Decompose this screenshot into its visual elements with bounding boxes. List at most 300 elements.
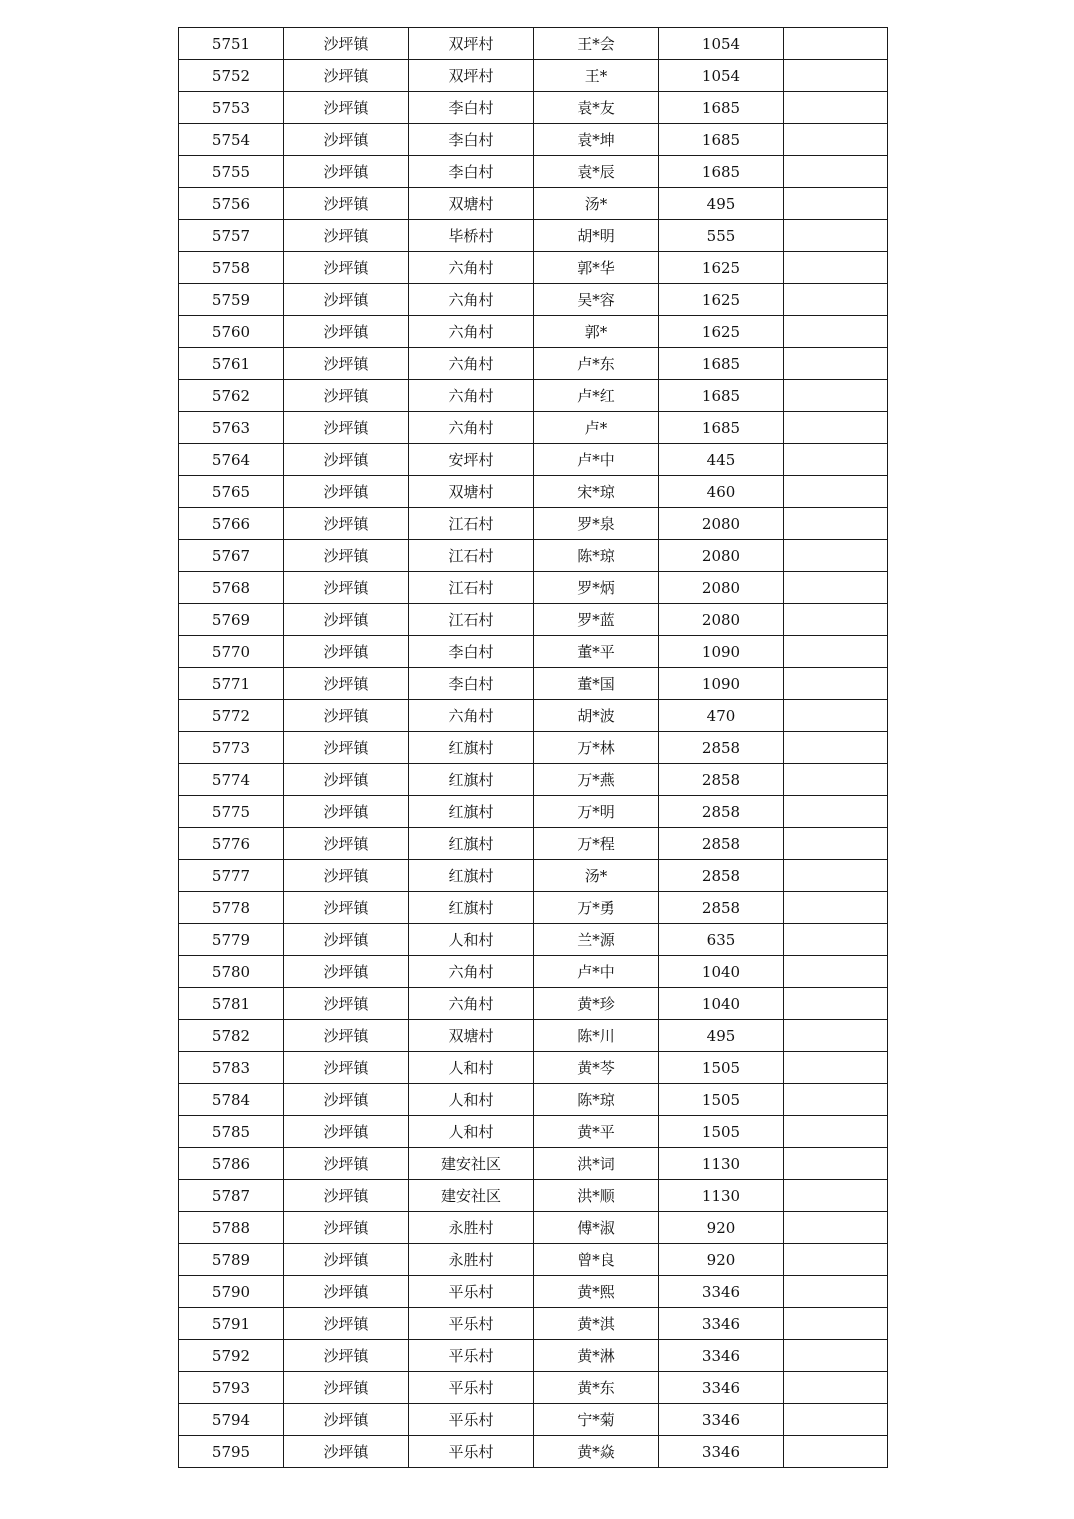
note-cell xyxy=(784,188,888,220)
town-cell: 沙坪镇 xyxy=(284,1340,409,1372)
town-cell: 沙坪镇 xyxy=(284,700,409,732)
village-cell: 六角村 xyxy=(409,956,534,988)
index-cell: 5791 xyxy=(179,1308,284,1340)
town-cell: 沙坪镇 xyxy=(284,188,409,220)
note-cell xyxy=(784,380,888,412)
amount-cell: 555 xyxy=(659,220,784,252)
index-cell: 5755 xyxy=(179,156,284,188)
village-cell: 平乐村 xyxy=(409,1340,534,1372)
village-cell: 建安社区 xyxy=(409,1180,534,1212)
amount-cell: 920 xyxy=(659,1212,784,1244)
town-cell: 沙坪镇 xyxy=(284,636,409,668)
index-cell: 5773 xyxy=(179,732,284,764)
name-cell: 黄*淇 xyxy=(534,1308,659,1340)
village-cell: 李白村 xyxy=(409,156,534,188)
index-cell: 5774 xyxy=(179,764,284,796)
amount-cell: 3346 xyxy=(659,1404,784,1436)
amount-cell: 1685 xyxy=(659,124,784,156)
village-cell: 红旗村 xyxy=(409,892,534,924)
amount-cell: 3346 xyxy=(659,1340,784,1372)
village-cell: 平乐村 xyxy=(409,1308,534,1340)
name-cell: 陈*琼 xyxy=(534,540,659,572)
town-cell: 沙坪镇 xyxy=(284,1148,409,1180)
town-cell: 沙坪镇 xyxy=(284,220,409,252)
town-cell: 沙坪镇 xyxy=(284,1436,409,1468)
table-row xyxy=(179,1020,888,1052)
table-row xyxy=(179,796,888,828)
index-cell: 5768 xyxy=(179,572,284,604)
note-cell xyxy=(784,924,888,956)
name-cell: 万*林 xyxy=(534,732,659,764)
index-cell: 5762 xyxy=(179,380,284,412)
name-cell: 汤* xyxy=(534,188,659,220)
note-cell xyxy=(784,892,888,924)
note-cell xyxy=(784,1436,888,1468)
amount-cell: 1040 xyxy=(659,988,784,1020)
amount-cell: 2858 xyxy=(659,732,784,764)
amount-cell: 920 xyxy=(659,1244,784,1276)
town-cell: 沙坪镇 xyxy=(284,604,409,636)
name-cell: 黄*珍 xyxy=(534,988,659,1020)
town-cell: 沙坪镇 xyxy=(284,1180,409,1212)
village-cell: 李白村 xyxy=(409,668,534,700)
village-cell: 平乐村 xyxy=(409,1276,534,1308)
name-cell: 万*燕 xyxy=(534,764,659,796)
note-cell xyxy=(784,828,888,860)
index-cell: 5765 xyxy=(179,476,284,508)
name-cell: 卢*中 xyxy=(534,956,659,988)
table-row xyxy=(179,508,888,540)
index-cell: 5752 xyxy=(179,60,284,92)
name-cell: 陈*川 xyxy=(534,1020,659,1052)
village-cell: 人和村 xyxy=(409,1116,534,1148)
name-cell: 卢*红 xyxy=(534,380,659,412)
index-cell: 5771 xyxy=(179,668,284,700)
table-row xyxy=(179,1276,888,1308)
name-cell: 董*平 xyxy=(534,636,659,668)
town-cell: 沙坪镇 xyxy=(284,1308,409,1340)
amount-cell: 1130 xyxy=(659,1148,784,1180)
name-cell: 黄*芩 xyxy=(534,1052,659,1084)
town-cell: 沙坪镇 xyxy=(284,1020,409,1052)
table-row xyxy=(179,1052,888,1084)
village-cell: 六角村 xyxy=(409,412,534,444)
index-cell: 5769 xyxy=(179,604,284,636)
name-cell: 兰*源 xyxy=(534,924,659,956)
amount-cell: 1625 xyxy=(659,284,784,316)
amount-cell: 3346 xyxy=(659,1372,784,1404)
table-row xyxy=(179,1148,888,1180)
name-cell: 卢* xyxy=(534,412,659,444)
town-cell: 沙坪镇 xyxy=(284,60,409,92)
amount-cell: 3346 xyxy=(659,1308,784,1340)
index-cell: 5753 xyxy=(179,92,284,124)
index-cell: 5766 xyxy=(179,508,284,540)
name-cell: 胡*明 xyxy=(534,220,659,252)
town-cell: 沙坪镇 xyxy=(284,1116,409,1148)
town-cell: 沙坪镇 xyxy=(284,28,409,60)
note-cell xyxy=(784,508,888,540)
amount-cell: 445 xyxy=(659,444,784,476)
amount-cell: 1054 xyxy=(659,60,784,92)
table-row xyxy=(179,860,888,892)
name-cell: 袁*坤 xyxy=(534,124,659,156)
note-cell xyxy=(784,572,888,604)
index-cell: 5794 xyxy=(179,1404,284,1436)
name-cell: 洪*顺 xyxy=(534,1180,659,1212)
amount-cell: 2858 xyxy=(659,828,784,860)
index-cell: 5772 xyxy=(179,700,284,732)
amount-cell: 1040 xyxy=(659,956,784,988)
amount-cell: 1505 xyxy=(659,1084,784,1116)
table-row xyxy=(179,988,888,1020)
table-row xyxy=(179,1116,888,1148)
amount-cell: 1685 xyxy=(659,380,784,412)
table-row xyxy=(179,252,888,284)
town-cell: 沙坪镇 xyxy=(284,1372,409,1404)
village-cell: 平乐村 xyxy=(409,1404,534,1436)
index-cell: 5775 xyxy=(179,796,284,828)
table-row xyxy=(179,1212,888,1244)
index-cell: 5784 xyxy=(179,1084,284,1116)
table-row xyxy=(179,732,888,764)
town-cell: 沙坪镇 xyxy=(284,1244,409,1276)
name-cell: 傅*淑 xyxy=(534,1212,659,1244)
table-row xyxy=(179,412,888,444)
index-cell: 5758 xyxy=(179,252,284,284)
index-cell: 5759 xyxy=(179,284,284,316)
name-cell: 袁*友 xyxy=(534,92,659,124)
note-cell xyxy=(784,860,888,892)
town-cell: 沙坪镇 xyxy=(284,668,409,700)
amount-cell: 1625 xyxy=(659,252,784,284)
amount-cell: 1505 xyxy=(659,1116,784,1148)
index-cell: 5761 xyxy=(179,348,284,380)
index-cell: 5780 xyxy=(179,956,284,988)
village-cell: 红旗村 xyxy=(409,732,534,764)
note-cell xyxy=(784,1372,888,1404)
note-cell xyxy=(784,28,888,60)
name-cell: 陈*琼 xyxy=(534,1084,659,1116)
town-cell: 沙坪镇 xyxy=(284,124,409,156)
index-cell: 5770 xyxy=(179,636,284,668)
table-row xyxy=(179,1436,888,1468)
note-cell xyxy=(784,316,888,348)
table-row xyxy=(179,1404,888,1436)
index-cell: 5767 xyxy=(179,540,284,572)
table-row xyxy=(179,668,888,700)
index-cell: 5760 xyxy=(179,316,284,348)
village-cell: 六角村 xyxy=(409,316,534,348)
name-cell: 黄*东 xyxy=(534,1372,659,1404)
note-cell xyxy=(784,1308,888,1340)
index-cell: 5778 xyxy=(179,892,284,924)
note-cell xyxy=(784,1180,888,1212)
amount-cell: 1090 xyxy=(659,636,784,668)
town-cell: 沙坪镇 xyxy=(284,252,409,284)
town-cell: 沙坪镇 xyxy=(284,796,409,828)
town-cell: 沙坪镇 xyxy=(284,892,409,924)
amount-cell: 1090 xyxy=(659,668,784,700)
village-cell: 六角村 xyxy=(409,348,534,380)
table-row xyxy=(179,156,888,188)
town-cell: 沙坪镇 xyxy=(284,1276,409,1308)
village-cell: 毕桥村 xyxy=(409,220,534,252)
index-cell: 5776 xyxy=(179,828,284,860)
town-cell: 沙坪镇 xyxy=(284,828,409,860)
village-cell: 人和村 xyxy=(409,924,534,956)
table-row xyxy=(179,540,888,572)
village-cell: 李白村 xyxy=(409,92,534,124)
table-row xyxy=(179,284,888,316)
index-cell: 5751 xyxy=(179,28,284,60)
town-cell: 沙坪镇 xyxy=(284,92,409,124)
table-row xyxy=(179,60,888,92)
village-cell: 江石村 xyxy=(409,572,534,604)
town-cell: 沙坪镇 xyxy=(284,956,409,988)
town-cell: 沙坪镇 xyxy=(284,988,409,1020)
table-row xyxy=(179,28,888,60)
note-cell xyxy=(784,1244,888,1276)
village-cell: 平乐村 xyxy=(409,1436,534,1468)
name-cell: 王* xyxy=(534,60,659,92)
note-cell xyxy=(784,988,888,1020)
index-cell: 5785 xyxy=(179,1116,284,1148)
note-cell xyxy=(784,700,888,732)
table-row xyxy=(179,956,888,988)
name-cell: 王*会 xyxy=(534,28,659,60)
name-cell: 罗*蓝 xyxy=(534,604,659,636)
note-cell xyxy=(784,764,888,796)
note-cell xyxy=(784,732,888,764)
table-row xyxy=(179,1180,888,1212)
name-cell: 宋*琼 xyxy=(534,476,659,508)
table-row xyxy=(179,476,888,508)
note-cell xyxy=(784,540,888,572)
village-cell: 双塘村 xyxy=(409,1020,534,1052)
note-cell xyxy=(784,284,888,316)
town-cell: 沙坪镇 xyxy=(284,1212,409,1244)
name-cell: 卢*中 xyxy=(534,444,659,476)
town-cell: 沙坪镇 xyxy=(284,1052,409,1084)
amount-cell: 1130 xyxy=(659,1180,784,1212)
data-table xyxy=(178,27,888,1468)
town-cell: 沙坪镇 xyxy=(284,508,409,540)
table-row xyxy=(179,92,888,124)
table-row xyxy=(179,892,888,924)
index-cell: 5763 xyxy=(179,412,284,444)
town-cell: 沙坪镇 xyxy=(284,316,409,348)
town-cell: 沙坪镇 xyxy=(284,348,409,380)
index-cell: 5788 xyxy=(179,1212,284,1244)
index-cell: 5795 xyxy=(179,1436,284,1468)
table-row xyxy=(179,1308,888,1340)
town-cell: 沙坪镇 xyxy=(284,156,409,188)
town-cell: 沙坪镇 xyxy=(284,924,409,956)
table-row xyxy=(179,220,888,252)
village-cell: 永胜村 xyxy=(409,1244,534,1276)
note-cell xyxy=(784,1084,888,1116)
name-cell: 罗*泉 xyxy=(534,508,659,540)
name-cell: 郭* xyxy=(534,316,659,348)
note-cell xyxy=(784,412,888,444)
amount-cell: 1505 xyxy=(659,1052,784,1084)
table-row xyxy=(179,1244,888,1276)
table-row xyxy=(179,700,888,732)
village-cell: 人和村 xyxy=(409,1084,534,1116)
name-cell: 吴*容 xyxy=(534,284,659,316)
village-cell: 六角村 xyxy=(409,700,534,732)
table-row xyxy=(179,1084,888,1116)
table-row xyxy=(179,572,888,604)
village-cell: 李白村 xyxy=(409,636,534,668)
village-cell: 李白村 xyxy=(409,124,534,156)
village-cell: 平乐村 xyxy=(409,1372,534,1404)
name-cell: 万*勇 xyxy=(534,892,659,924)
index-cell: 5783 xyxy=(179,1052,284,1084)
amount-cell: 495 xyxy=(659,1020,784,1052)
index-cell: 5782 xyxy=(179,1020,284,1052)
village-cell: 六角村 xyxy=(409,988,534,1020)
note-cell xyxy=(784,1340,888,1372)
amount-cell: 2858 xyxy=(659,860,784,892)
amount-cell: 1685 xyxy=(659,412,784,444)
table-row xyxy=(179,124,888,156)
town-cell: 沙坪镇 xyxy=(284,284,409,316)
note-cell xyxy=(784,156,888,188)
amount-cell: 2858 xyxy=(659,892,784,924)
name-cell: 黄*熙 xyxy=(534,1276,659,1308)
amount-cell: 1685 xyxy=(659,156,784,188)
amount-cell: 2080 xyxy=(659,604,784,636)
table-row xyxy=(179,924,888,956)
amount-cell: 2080 xyxy=(659,572,784,604)
note-cell xyxy=(784,1116,888,1148)
note-cell xyxy=(784,348,888,380)
index-cell: 5777 xyxy=(179,860,284,892)
index-cell: 5764 xyxy=(179,444,284,476)
amount-cell: 2080 xyxy=(659,508,784,540)
village-cell: 江石村 xyxy=(409,508,534,540)
village-cell: 安坪村 xyxy=(409,444,534,476)
amount-cell: 470 xyxy=(659,700,784,732)
village-cell: 红旗村 xyxy=(409,860,534,892)
amount-cell: 1054 xyxy=(659,28,784,60)
table-row xyxy=(179,348,888,380)
index-cell: 5754 xyxy=(179,124,284,156)
note-cell xyxy=(784,1148,888,1180)
index-cell: 5757 xyxy=(179,220,284,252)
table-row xyxy=(179,188,888,220)
amount-cell: 1685 xyxy=(659,92,784,124)
note-cell xyxy=(784,1276,888,1308)
index-cell: 5779 xyxy=(179,924,284,956)
name-cell: 洪*词 xyxy=(534,1148,659,1180)
table-row xyxy=(179,764,888,796)
note-cell xyxy=(784,220,888,252)
note-cell xyxy=(784,668,888,700)
village-cell: 六角村 xyxy=(409,284,534,316)
note-cell xyxy=(784,252,888,284)
amount-cell: 3346 xyxy=(659,1436,784,1468)
index-cell: 5781 xyxy=(179,988,284,1020)
town-cell: 沙坪镇 xyxy=(284,476,409,508)
name-cell: 黄*焱 xyxy=(534,1436,659,1468)
name-cell: 宁*菊 xyxy=(534,1404,659,1436)
village-cell: 双坪村 xyxy=(409,28,534,60)
name-cell: 罗*炳 xyxy=(534,572,659,604)
note-cell xyxy=(784,796,888,828)
town-cell: 沙坪镇 xyxy=(284,540,409,572)
table-row xyxy=(179,1372,888,1404)
note-cell xyxy=(784,1020,888,1052)
village-cell: 江石村 xyxy=(409,540,534,572)
village-cell: 双坪村 xyxy=(409,60,534,92)
town-cell: 沙坪镇 xyxy=(284,1404,409,1436)
amount-cell: 635 xyxy=(659,924,784,956)
table-row xyxy=(179,636,888,668)
note-cell xyxy=(784,476,888,508)
index-cell: 5790 xyxy=(179,1276,284,1308)
note-cell xyxy=(784,1404,888,1436)
name-cell: 万*程 xyxy=(534,828,659,860)
town-cell: 沙坪镇 xyxy=(284,380,409,412)
village-cell: 红旗村 xyxy=(409,828,534,860)
village-cell: 双塘村 xyxy=(409,188,534,220)
name-cell: 董*国 xyxy=(534,668,659,700)
village-cell: 人和村 xyxy=(409,1052,534,1084)
town-cell: 沙坪镇 xyxy=(284,732,409,764)
town-cell: 沙坪镇 xyxy=(284,572,409,604)
amount-cell: 1685 xyxy=(659,348,784,380)
table-row xyxy=(179,444,888,476)
village-cell: 红旗村 xyxy=(409,796,534,828)
note-cell xyxy=(784,956,888,988)
village-cell: 红旗村 xyxy=(409,764,534,796)
amount-cell: 495 xyxy=(659,188,784,220)
town-cell: 沙坪镇 xyxy=(284,444,409,476)
town-cell: 沙坪镇 xyxy=(284,860,409,892)
amount-cell: 460 xyxy=(659,476,784,508)
name-cell: 袁*辰 xyxy=(534,156,659,188)
amount-cell: 2858 xyxy=(659,796,784,828)
table-row xyxy=(179,828,888,860)
name-cell: 卢*东 xyxy=(534,348,659,380)
note-cell xyxy=(784,60,888,92)
village-cell: 六角村 xyxy=(409,380,534,412)
amount-cell: 1625 xyxy=(659,316,784,348)
name-cell: 胡*波 xyxy=(534,700,659,732)
table-row xyxy=(179,316,888,348)
index-cell: 5792 xyxy=(179,1340,284,1372)
name-cell: 曾*良 xyxy=(534,1244,659,1276)
note-cell xyxy=(784,1052,888,1084)
note-cell xyxy=(784,92,888,124)
town-cell: 沙坪镇 xyxy=(284,1084,409,1116)
town-cell: 沙坪镇 xyxy=(284,412,409,444)
name-cell: 黄*平 xyxy=(534,1116,659,1148)
name-cell: 汤* xyxy=(534,860,659,892)
table-row xyxy=(179,604,888,636)
amount-cell: 3346 xyxy=(659,1276,784,1308)
table-body xyxy=(179,28,888,1468)
index-cell: 5786 xyxy=(179,1148,284,1180)
village-cell: 双塘村 xyxy=(409,476,534,508)
name-cell: 黄*淋 xyxy=(534,1340,659,1372)
town-cell: 沙坪镇 xyxy=(284,764,409,796)
village-cell: 江石村 xyxy=(409,604,534,636)
note-cell xyxy=(784,444,888,476)
